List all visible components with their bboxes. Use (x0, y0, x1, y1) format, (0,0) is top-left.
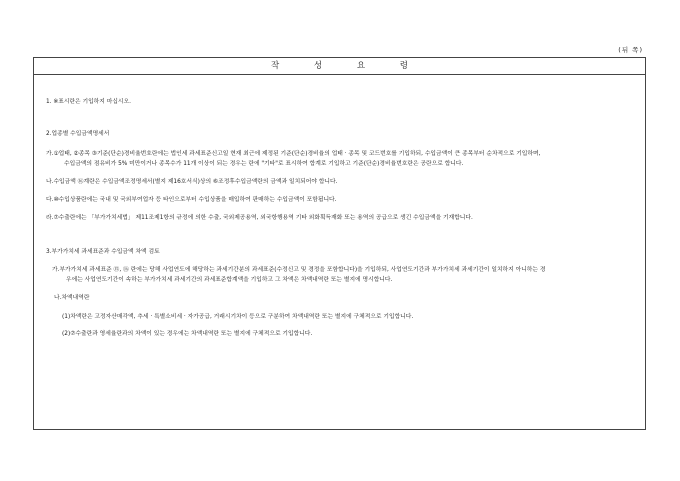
instruction-line: 1. ※표시란은 기입하지 마십시오. (46, 99, 131, 105)
instruction-line: 다.⑩수입상품란에는 국내 및 국외부여업자 등 타인으로부터 수입상품을 매입하여 판매하는 수입금액이 포함됩니다. (46, 197, 337, 203)
page-label: (뒤 쪽) (618, 46, 643, 54)
instructions-frame (33, 57, 646, 430)
instruction-line: 수입금액의 점유비가 5% 미만이거나 종목수가 11개 이상이 되는 경우는 란에 "기타"로 표시하여 합계로 기입하고 기준(단순)경비율번호란은 공란으로 합니다. (64, 161, 464, 167)
section-heading: 3.부가가치세 과세표준과 수입금액 차액 검토 (46, 249, 160, 255)
section-heading: 2.업종별 수입금액명세서 (46, 131, 110, 137)
instruction-line: 나.차액내역란 (54, 295, 90, 301)
instruction-line: 나.수입금액 ⑯계란은 수입금액조정명세서(별지 제16호서식)상의 ⑥조정후수입금액란의 금액과 일치되어야 합니다. (46, 179, 338, 185)
instruction-line: (1)차액란은 고정자산매각액, 추세 · 특별소비세 · 자가공급, 거래시기차이 등으로 구분하여 차액내역란 또는 별지에 구체적으로 기입합니다. (62, 314, 414, 320)
instruction-line: 우에는 사업연도기간이 속하는 부가가치세 과세기간의 과세표준합계액을 기입하고 그 차액은 차액내역란 또는 별지에 명시합니다. (66, 277, 393, 283)
instruction-line: (2)⑦수출란과 영세율란과의 차액이 있는 경우에는 차액내역란 또는 별지에 구체적으로 기입합니다. (62, 331, 313, 337)
instruction-line: 라.⑦수출란에는 「부가가치세법」 제11조제1항의 규정에 의한 수출, 국외제공용역, 외국항행용역 기타 외화획득재화 또는 용역의 공급으로 생긴 수입금액을 기재합니다. (46, 215, 473, 221)
instruction-line: 가.①업태, ②종목 ③기준(단순)경비율번호란에는 법인세 과세표준신고일 현재 최근에 제정된 기준(단순)경비율의 업태 · 종목 및 코드번호를 기입하되, 수입금액이 큰 종목부터 순차적으로 기입하며, (46, 151, 541, 157)
instructions-title: 작 성 요 령 (34, 58, 645, 75)
instruction-line: 가.부가가치세 과세표준 ⑮, ⑯ 란에는 당해 사업연도에 해당하는 과세기간분의 과세표준(수정신고 및 경정을 포함합니다)을 기입하되, 사업연도기간과 부가가치세 과세기간이 일치하지 아니하는 경 (52, 267, 546, 273)
